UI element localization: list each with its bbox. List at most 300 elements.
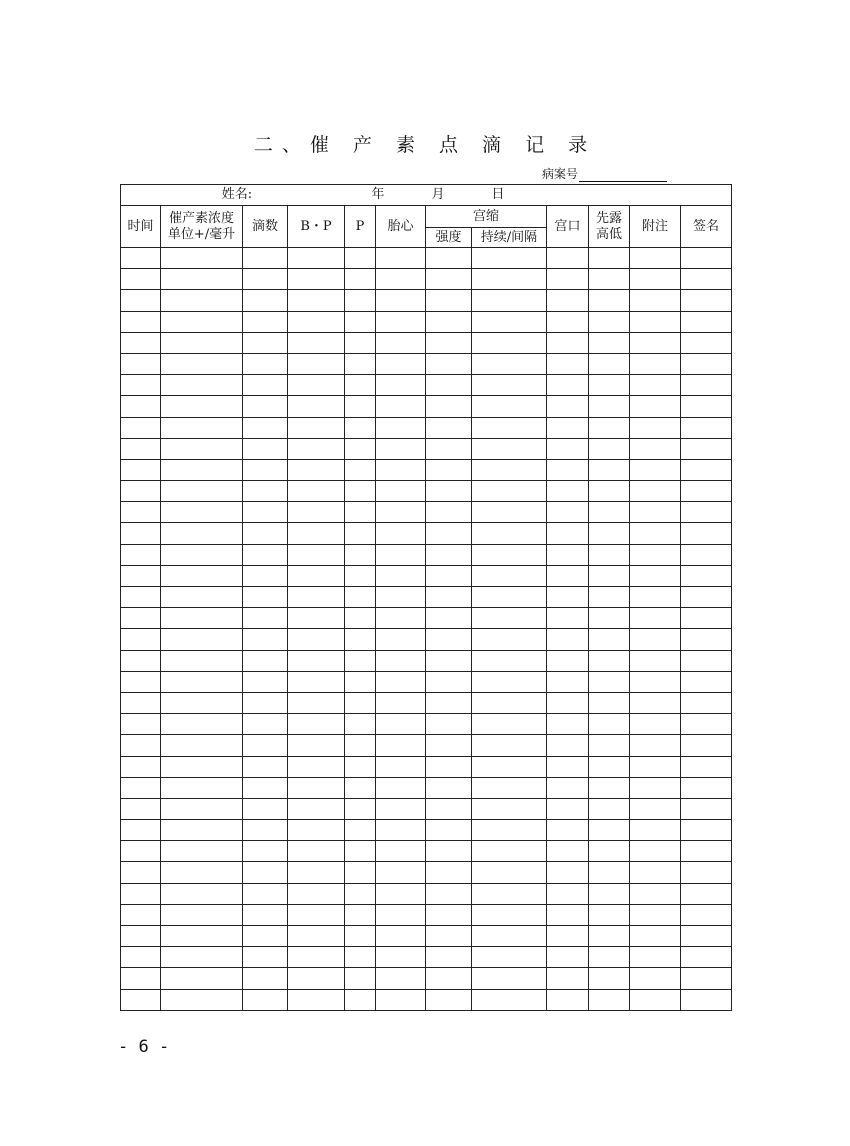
cell-drops[interactable] [243, 438, 288, 459]
cell-concentration[interactable] [161, 968, 243, 989]
cell-drops[interactable] [243, 269, 288, 290]
cell-fetal-heart[interactable] [376, 502, 426, 523]
cell-fetal-heart[interactable] [376, 332, 426, 353]
cell-presentation[interactable] [589, 459, 630, 480]
cell-presentation[interactable] [589, 671, 630, 692]
cell-cervix[interactable] [547, 968, 589, 989]
cell-intensity[interactable] [426, 862, 472, 883]
cell-pulse[interactable] [345, 396, 376, 417]
cell-concentration[interactable] [161, 311, 243, 332]
cell-bp[interactable] [288, 735, 345, 756]
cell-concentration[interactable] [161, 396, 243, 417]
cell-cervix[interactable] [547, 671, 589, 692]
cell-cervix[interactable] [547, 544, 589, 565]
cell-signature[interactable] [681, 565, 732, 586]
cell-fetal-heart[interactable] [376, 375, 426, 396]
cell-intensity[interactable] [426, 375, 472, 396]
cell-duration-interval[interactable] [472, 820, 547, 841]
cell-cervix[interactable] [547, 417, 589, 438]
cell-intensity[interactable] [426, 417, 472, 438]
cell-pulse[interactable] [345, 883, 376, 904]
cell-intensity[interactable] [426, 777, 472, 798]
cell-drops[interactable] [243, 311, 288, 332]
cell-signature[interactable] [681, 798, 732, 819]
cell-notes[interactable] [630, 311, 681, 332]
cell-duration-interval[interactable] [472, 629, 547, 650]
cell-pulse[interactable] [345, 692, 376, 713]
cell-intensity[interactable] [426, 947, 472, 968]
cell-presentation[interactable] [589, 248, 630, 269]
cell-presentation[interactable] [589, 714, 630, 735]
cell-time[interactable] [121, 989, 161, 1010]
cell-intensity[interactable] [426, 502, 472, 523]
cell-signature[interactable] [681, 290, 732, 311]
cell-time[interactable] [121, 862, 161, 883]
cell-presentation[interactable] [589, 947, 630, 968]
cell-time[interactable] [121, 756, 161, 777]
cell-intensity[interactable] [426, 841, 472, 862]
cell-pulse[interactable] [345, 841, 376, 862]
cell-time[interactable] [121, 587, 161, 608]
cell-notes[interactable] [630, 269, 681, 290]
cell-notes[interactable] [630, 650, 681, 671]
cell-bp[interactable] [288, 311, 345, 332]
cell-time[interactable] [121, 375, 161, 396]
cell-time[interactable] [121, 883, 161, 904]
cell-cervix[interactable] [547, 735, 589, 756]
cell-presentation[interactable] [589, 883, 630, 904]
cell-time[interactable] [121, 248, 161, 269]
cell-signature[interactable] [681, 544, 732, 565]
cell-time[interactable] [121, 608, 161, 629]
cell-drops[interactable] [243, 714, 288, 735]
cell-fetal-heart[interactable] [376, 692, 426, 713]
cell-time[interactable] [121, 523, 161, 544]
cell-drops[interactable] [243, 248, 288, 269]
cell-cervix[interactable] [547, 947, 589, 968]
cell-cervix[interactable] [547, 332, 589, 353]
cell-pulse[interactable] [345, 735, 376, 756]
cell-fetal-heart[interactable] [376, 523, 426, 544]
cell-duration-interval[interactable] [472, 481, 547, 502]
cell-bp[interactable] [288, 353, 345, 374]
cell-intensity[interactable] [426, 798, 472, 819]
cell-time[interactable] [121, 968, 161, 989]
cell-signature[interactable] [681, 714, 732, 735]
cell-intensity[interactable] [426, 396, 472, 417]
cell-cervix[interactable] [547, 481, 589, 502]
cell-duration-interval[interactable] [472, 459, 547, 480]
cell-cervix[interactable] [547, 269, 589, 290]
cell-fetal-heart[interactable] [376, 926, 426, 947]
cell-signature[interactable] [681, 481, 732, 502]
cell-pulse[interactable] [345, 311, 376, 332]
cell-intensity[interactable] [426, 587, 472, 608]
cell-notes[interactable] [630, 798, 681, 819]
cell-duration-interval[interactable] [472, 926, 547, 947]
cell-presentation[interactable] [589, 841, 630, 862]
cell-cervix[interactable] [547, 459, 589, 480]
cell-concentration[interactable] [161, 353, 243, 374]
cell-drops[interactable] [243, 332, 288, 353]
cell-presentation[interactable] [589, 587, 630, 608]
cell-drops[interactable] [243, 947, 288, 968]
cell-duration-interval[interactable] [472, 989, 547, 1010]
cell-presentation[interactable] [589, 269, 630, 290]
cell-presentation[interactable] [589, 375, 630, 396]
cell-time[interactable] [121, 820, 161, 841]
cell-intensity[interactable] [426, 481, 472, 502]
cell-duration-interval[interactable] [472, 375, 547, 396]
cell-duration-interval[interactable] [472, 692, 547, 713]
cell-duration-interval[interactable] [472, 650, 547, 671]
cell-pulse[interactable] [345, 862, 376, 883]
cell-bp[interactable] [288, 926, 345, 947]
cell-drops[interactable] [243, 756, 288, 777]
cell-intensity[interactable] [426, 248, 472, 269]
cell-duration-interval[interactable] [472, 756, 547, 777]
cell-notes[interactable] [630, 735, 681, 756]
cell-bp[interactable] [288, 502, 345, 523]
cell-bp[interactable] [288, 565, 345, 586]
cell-drops[interactable] [243, 544, 288, 565]
cell-drops[interactable] [243, 692, 288, 713]
cell-duration-interval[interactable] [472, 862, 547, 883]
cell-pulse[interactable] [345, 587, 376, 608]
cell-drops[interactable] [243, 290, 288, 311]
cell-concentration[interactable] [161, 926, 243, 947]
cell-intensity[interactable] [426, 968, 472, 989]
cell-presentation[interactable] [589, 290, 630, 311]
cell-signature[interactable] [681, 332, 732, 353]
cell-pulse[interactable] [345, 353, 376, 374]
cell-presentation[interactable] [589, 756, 630, 777]
cell-pulse[interactable] [345, 290, 376, 311]
cell-signature[interactable] [681, 248, 732, 269]
cell-pulse[interactable] [345, 947, 376, 968]
cell-fetal-heart[interactable] [376, 248, 426, 269]
cell-presentation[interactable] [589, 523, 630, 544]
cell-signature[interactable] [681, 417, 732, 438]
cell-fetal-heart[interactable] [376, 798, 426, 819]
cell-notes[interactable] [630, 714, 681, 735]
cell-drops[interactable] [243, 671, 288, 692]
cell-presentation[interactable] [589, 968, 630, 989]
cell-duration-interval[interactable] [472, 269, 547, 290]
cell-intensity[interactable] [426, 459, 472, 480]
cell-cervix[interactable] [547, 608, 589, 629]
cell-notes[interactable] [630, 544, 681, 565]
cell-signature[interactable] [681, 269, 732, 290]
cell-pulse[interactable] [345, 798, 376, 819]
cell-bp[interactable] [288, 332, 345, 353]
cell-time[interactable] [121, 332, 161, 353]
cell-bp[interactable] [288, 290, 345, 311]
cell-notes[interactable] [630, 608, 681, 629]
cell-drops[interactable] [243, 862, 288, 883]
cell-concentration[interactable] [161, 587, 243, 608]
cell-pulse[interactable] [345, 375, 376, 396]
cell-notes[interactable] [630, 989, 681, 1010]
cell-fetal-heart[interactable] [376, 481, 426, 502]
cell-pulse[interactable] [345, 544, 376, 565]
cell-signature[interactable] [681, 671, 732, 692]
cell-concentration[interactable] [161, 777, 243, 798]
cell-signature[interactable] [681, 608, 732, 629]
cell-pulse[interactable] [345, 904, 376, 925]
cell-drops[interactable] [243, 883, 288, 904]
cell-intensity[interactable] [426, 608, 472, 629]
cell-presentation[interactable] [589, 777, 630, 798]
cell-intensity[interactable] [426, 650, 472, 671]
cell-fetal-heart[interactable] [376, 417, 426, 438]
cell-bp[interactable] [288, 608, 345, 629]
cell-concentration[interactable] [161, 608, 243, 629]
cell-pulse[interactable] [345, 332, 376, 353]
cell-bp[interactable] [288, 798, 345, 819]
cell-signature[interactable] [681, 459, 732, 480]
cell-signature[interactable] [681, 353, 732, 374]
cell-signature[interactable] [681, 989, 732, 1010]
cell-duration-interval[interactable] [472, 523, 547, 544]
cell-cervix[interactable] [547, 396, 589, 417]
cell-cervix[interactable] [547, 692, 589, 713]
cell-pulse[interactable] [345, 968, 376, 989]
cell-bp[interactable] [288, 629, 345, 650]
cell-notes[interactable] [630, 756, 681, 777]
cell-signature[interactable] [681, 968, 732, 989]
cell-concentration[interactable] [161, 692, 243, 713]
cell-duration-interval[interactable] [472, 841, 547, 862]
cell-presentation[interactable] [589, 989, 630, 1010]
cell-pulse[interactable] [345, 459, 376, 480]
cell-cervix[interactable] [547, 862, 589, 883]
cell-fetal-heart[interactable] [376, 290, 426, 311]
cell-notes[interactable] [630, 947, 681, 968]
cell-notes[interactable] [630, 481, 681, 502]
cell-presentation[interactable] [589, 735, 630, 756]
cell-fetal-heart[interactable] [376, 989, 426, 1010]
cell-notes[interactable] [630, 862, 681, 883]
cell-fetal-heart[interactable] [376, 587, 426, 608]
cell-pulse[interactable] [345, 777, 376, 798]
cell-fetal-heart[interactable] [376, 565, 426, 586]
cell-time[interactable] [121, 459, 161, 480]
cell-signature[interactable] [681, 883, 732, 904]
cell-duration-interval[interactable] [472, 735, 547, 756]
cell-concentration[interactable] [161, 544, 243, 565]
cell-bp[interactable] [288, 417, 345, 438]
cell-duration-interval[interactable] [472, 248, 547, 269]
cell-bp[interactable] [288, 671, 345, 692]
cell-presentation[interactable] [589, 353, 630, 374]
cell-time[interactable] [121, 417, 161, 438]
cell-fetal-heart[interactable] [376, 438, 426, 459]
case-number-field[interactable] [579, 169, 667, 182]
cell-bp[interactable] [288, 756, 345, 777]
cell-fetal-heart[interactable] [376, 735, 426, 756]
cell-pulse[interactable] [345, 756, 376, 777]
cell-notes[interactable] [630, 565, 681, 586]
cell-time[interactable] [121, 565, 161, 586]
cell-pulse[interactable] [345, 417, 376, 438]
cell-concentration[interactable] [161, 629, 243, 650]
cell-time[interactable] [121, 777, 161, 798]
cell-concentration[interactable] [161, 947, 243, 968]
cell-pulse[interactable] [345, 820, 376, 841]
cell-notes[interactable] [630, 692, 681, 713]
cell-duration-interval[interactable] [472, 883, 547, 904]
cell-bp[interactable] [288, 269, 345, 290]
cell-intensity[interactable] [426, 629, 472, 650]
cell-pulse[interactable] [345, 565, 376, 586]
cell-notes[interactable] [630, 290, 681, 311]
cell-notes[interactable] [630, 332, 681, 353]
cell-signature[interactable] [681, 692, 732, 713]
cell-pulse[interactable] [345, 248, 376, 269]
cell-fetal-heart[interactable] [376, 777, 426, 798]
cell-cervix[interactable] [547, 502, 589, 523]
cell-signature[interactable] [681, 311, 732, 332]
cell-bp[interactable] [288, 396, 345, 417]
cell-presentation[interactable] [589, 311, 630, 332]
cell-time[interactable] [121, 544, 161, 565]
cell-notes[interactable] [630, 671, 681, 692]
cell-notes[interactable] [630, 968, 681, 989]
cell-cervix[interactable] [547, 629, 589, 650]
cell-presentation[interactable] [589, 650, 630, 671]
cell-drops[interactable] [243, 481, 288, 502]
cell-time[interactable] [121, 502, 161, 523]
cell-fetal-heart[interactable] [376, 968, 426, 989]
cell-notes[interactable] [630, 523, 681, 544]
cell-cervix[interactable] [547, 820, 589, 841]
cell-pulse[interactable] [345, 269, 376, 290]
cell-duration-interval[interactable] [472, 671, 547, 692]
cell-drops[interactable] [243, 459, 288, 480]
cell-intensity[interactable] [426, 671, 472, 692]
cell-bp[interactable] [288, 544, 345, 565]
cell-fetal-heart[interactable] [376, 629, 426, 650]
cell-fetal-heart[interactable] [376, 756, 426, 777]
cell-notes[interactable] [630, 502, 681, 523]
cell-time[interactable] [121, 671, 161, 692]
cell-duration-interval[interactable] [472, 565, 547, 586]
cell-bp[interactable] [288, 481, 345, 502]
patient-info-cell[interactable] [121, 185, 732, 206]
cell-presentation[interactable] [589, 926, 630, 947]
cell-notes[interactable] [630, 353, 681, 374]
cell-pulse[interactable] [345, 502, 376, 523]
cell-bp[interactable] [288, 523, 345, 544]
cell-fetal-heart[interactable] [376, 841, 426, 862]
cell-concentration[interactable] [161, 756, 243, 777]
cell-pulse[interactable] [345, 650, 376, 671]
cell-time[interactable] [121, 650, 161, 671]
cell-cervix[interactable] [547, 883, 589, 904]
cell-drops[interactable] [243, 968, 288, 989]
cell-signature[interactable] [681, 523, 732, 544]
cell-intensity[interactable] [426, 883, 472, 904]
cell-pulse[interactable] [345, 926, 376, 947]
cell-intensity[interactable] [426, 290, 472, 311]
cell-drops[interactable] [243, 841, 288, 862]
cell-cervix[interactable] [547, 650, 589, 671]
cell-bp[interactable] [288, 714, 345, 735]
cell-bp[interactable] [288, 587, 345, 608]
cell-intensity[interactable] [426, 926, 472, 947]
cell-signature[interactable] [681, 396, 732, 417]
cell-time[interactable] [121, 926, 161, 947]
cell-fetal-heart[interactable] [376, 269, 426, 290]
cell-intensity[interactable] [426, 565, 472, 586]
cell-drops[interactable] [243, 798, 288, 819]
cell-pulse[interactable] [345, 481, 376, 502]
cell-bp[interactable] [288, 820, 345, 841]
cell-concentration[interactable] [161, 904, 243, 925]
cell-notes[interactable] [630, 587, 681, 608]
cell-concentration[interactable] [161, 650, 243, 671]
cell-signature[interactable] [681, 756, 732, 777]
cell-fetal-heart[interactable] [376, 862, 426, 883]
cell-drops[interactable] [243, 650, 288, 671]
cell-presentation[interactable] [589, 798, 630, 819]
cell-pulse[interactable] [345, 629, 376, 650]
cell-intensity[interactable] [426, 269, 472, 290]
cell-concentration[interactable] [161, 523, 243, 544]
cell-fetal-heart[interactable] [376, 544, 426, 565]
cell-intensity[interactable] [426, 904, 472, 925]
cell-bp[interactable] [288, 841, 345, 862]
cell-cervix[interactable] [547, 248, 589, 269]
cell-intensity[interactable] [426, 989, 472, 1010]
cell-time[interactable] [121, 438, 161, 459]
cell-pulse[interactable] [345, 523, 376, 544]
cell-drops[interactable] [243, 417, 288, 438]
cell-fetal-heart[interactable] [376, 650, 426, 671]
cell-concentration[interactable] [161, 459, 243, 480]
cell-drops[interactable] [243, 608, 288, 629]
cell-signature[interactable] [681, 587, 732, 608]
cell-time[interactable] [121, 735, 161, 756]
cell-intensity[interactable] [426, 692, 472, 713]
cell-cervix[interactable] [547, 311, 589, 332]
cell-presentation[interactable] [589, 438, 630, 459]
cell-cervix[interactable] [547, 587, 589, 608]
cell-signature[interactable] [681, 438, 732, 459]
cell-duration-interval[interactable] [472, 947, 547, 968]
cell-time[interactable] [121, 311, 161, 332]
cell-time[interactable] [121, 481, 161, 502]
cell-notes[interactable] [630, 904, 681, 925]
cell-cervix[interactable] [547, 989, 589, 1010]
cell-concentration[interactable] [161, 798, 243, 819]
cell-duration-interval[interactable] [472, 587, 547, 608]
cell-signature[interactable] [681, 820, 732, 841]
cell-concentration[interactable] [161, 883, 243, 904]
cell-cervix[interactable] [547, 904, 589, 925]
cell-time[interactable] [121, 798, 161, 819]
cell-notes[interactable] [630, 926, 681, 947]
cell-notes[interactable] [630, 417, 681, 438]
cell-concentration[interactable] [161, 820, 243, 841]
cell-drops[interactable] [243, 587, 288, 608]
cell-fetal-heart[interactable] [376, 396, 426, 417]
cell-presentation[interactable] [589, 544, 630, 565]
cell-cervix[interactable] [547, 438, 589, 459]
cell-concentration[interactable] [161, 438, 243, 459]
cell-notes[interactable] [630, 629, 681, 650]
